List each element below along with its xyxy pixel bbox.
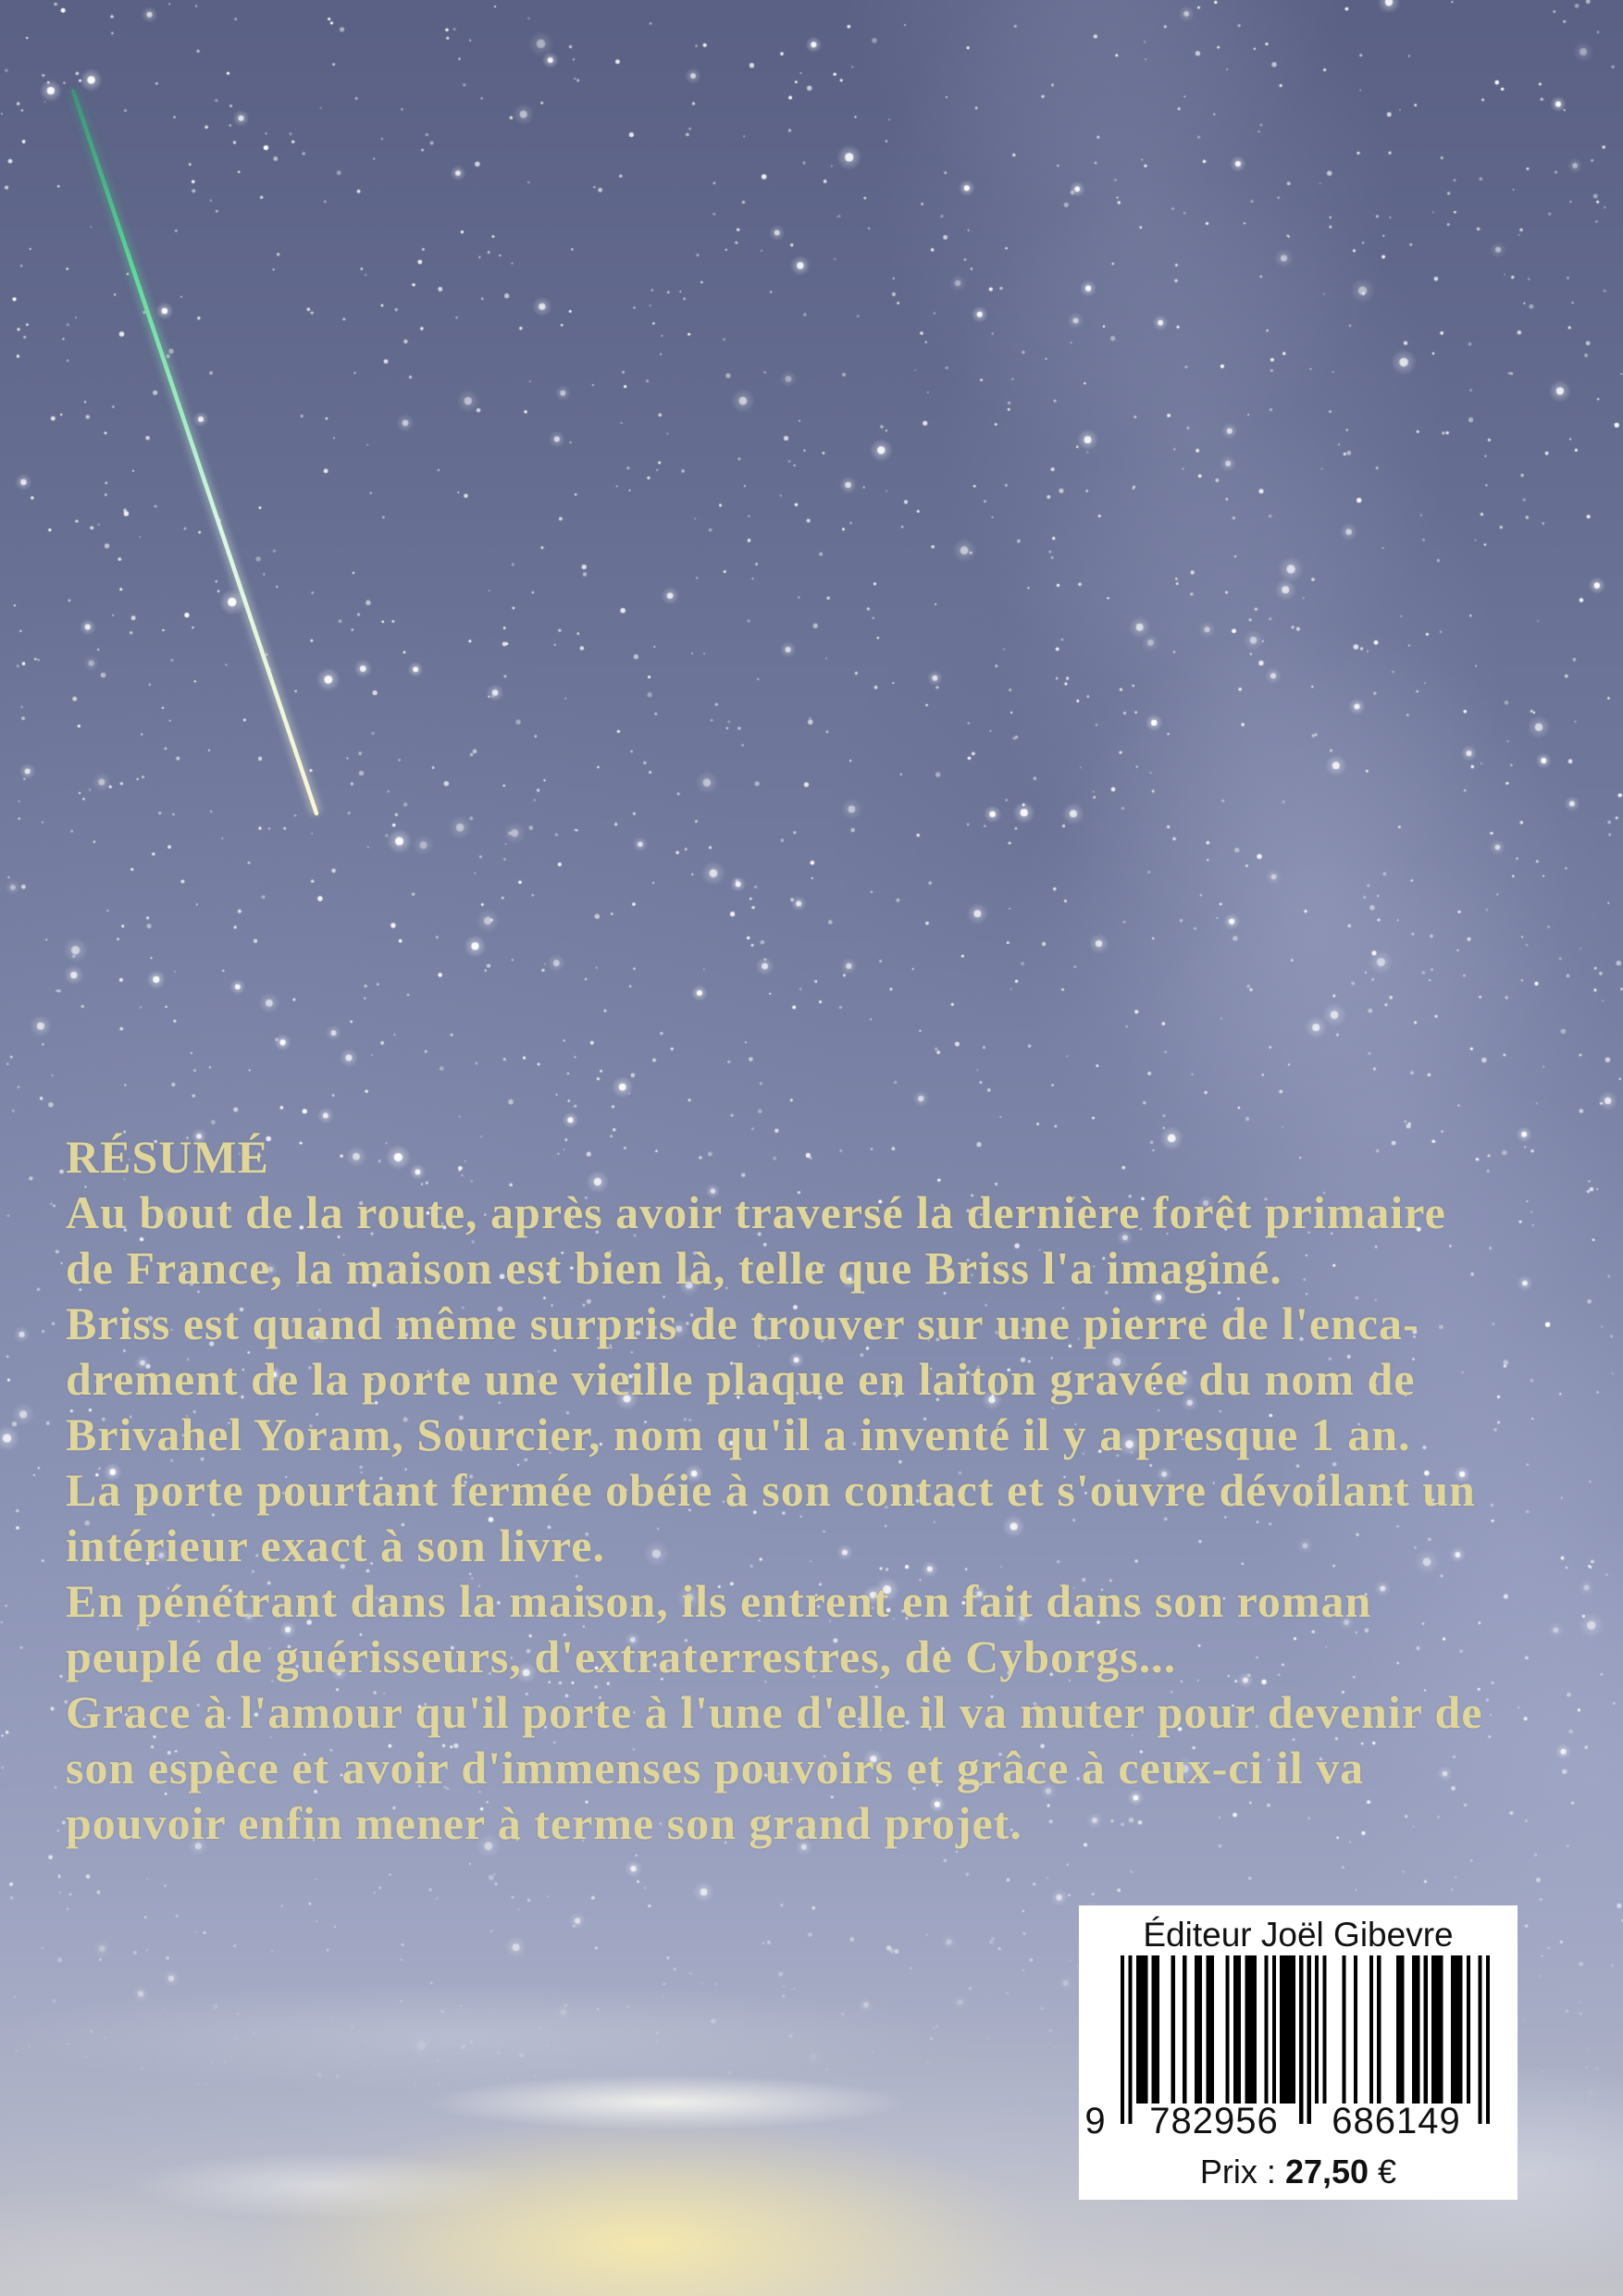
price-currency: €	[1378, 2153, 1397, 2191]
barcode-guard-bar	[1128, 1955, 1132, 2124]
isbn-right-group: 686149	[1332, 2101, 1461, 2141]
price	[1079, 2152, 1518, 2192]
barcode-guard-bar	[1121, 1955, 1124, 2124]
barcode-bar	[1396, 1955, 1404, 2104]
isbn-first-digit: 9	[1084, 2101, 1107, 2141]
barcode-bar	[1467, 1955, 1470, 2104]
barcode-bar	[1233, 1955, 1241, 2104]
summary-line: peuplé de guérisseurs, d'extraterrestres, de Cyborgs...	[66, 1631, 1177, 1682]
price-label: Prix :	[1199, 2153, 1276, 2191]
barcode-bar	[1315, 1955, 1319, 2104]
summary-line: Brivahel Yoram, Sourcier, nom qu'il a inventé il y a presque 1 an.	[66, 1409, 1411, 1460]
summary-line: Au bout de la route, après avoir traversé la dernière forêt primaire	[66, 1186, 1446, 1238]
barcode-bar	[1412, 1955, 1419, 2104]
summary-line: Briss est quand même surpris de trouver sur une pierre de l'enca-	[66, 1297, 1419, 1349]
barcode-guard-bar	[1299, 1955, 1303, 2124]
summary-line: En pénétrant dans la maison, ils entrent en fait dans son roman	[66, 1575, 1372, 1627]
summary-block	[66, 1129, 1483, 1851]
barcode-bar	[1322, 1955, 1326, 2104]
barcode-bar	[1377, 1955, 1381, 2104]
barcode-bar	[1431, 1955, 1443, 2104]
summary-line: pouvoir enfin mener à terme son grand projet.	[66, 1797, 1022, 1849]
barcode-bar	[1136, 1955, 1148, 2104]
summary-line: intérieur exact à son livre.	[66, 1520, 605, 1571]
summary-line: La porte pourtant fermée obéie à son contact et s'ouvre dévoilant un	[66, 1464, 1476, 1516]
barcode-label	[1079, 1905, 1518, 2200]
barcode-bar	[1152, 1955, 1159, 2104]
barcode-bar	[1206, 1955, 1213, 2104]
summary-line: de France, la maison est bien là, telle que Briss l'a imaginé.	[66, 1242, 1282, 1294]
summary-line: son espèce et avoir d'immenses pouvoirs et grâce à ceux-ci il va	[66, 1742, 1365, 1793]
isbn-left-group: 782956	[1149, 2101, 1279, 2141]
barcode-guard-bar	[1307, 1955, 1311, 2124]
price-value: 27,50	[1284, 2153, 1369, 2191]
summary-heading: RÉSUMÉ	[66, 1131, 269, 1183]
barcode-bar	[1451, 1955, 1463, 2104]
barcode-bar	[1280, 1955, 1295, 2104]
barcode-bar	[1369, 1955, 1373, 2104]
barcode-guard-bar	[1478, 1955, 1481, 2124]
publisher-name: Éditeur Joël Gibevre	[1143, 1916, 1454, 1954]
barcode-bar	[1183, 1955, 1186, 2104]
summary-line: Grace à l'amour qu'il porte à l'une d'elle il va muter pour devenir de	[66, 1686, 1483, 1738]
barcode-bar	[1245, 1955, 1257, 2104]
barcode-bar	[1225, 1955, 1229, 2104]
barcode-bar	[1195, 1955, 1202, 2104]
barcode-bar	[1272, 1955, 1276, 2104]
barcode-bar	[1424, 1955, 1428, 2104]
summary-line: drement de la porte une vieille plaque en laiton gravée du nom de	[66, 1353, 1416, 1405]
barcode-guard-bar	[1486, 1955, 1490, 2124]
barcode-bar	[1264, 1955, 1268, 2104]
barcode-bar	[1354, 1955, 1357, 2104]
barcode-bar	[1342, 1955, 1345, 2104]
barcode-bar	[1171, 1955, 1175, 2104]
